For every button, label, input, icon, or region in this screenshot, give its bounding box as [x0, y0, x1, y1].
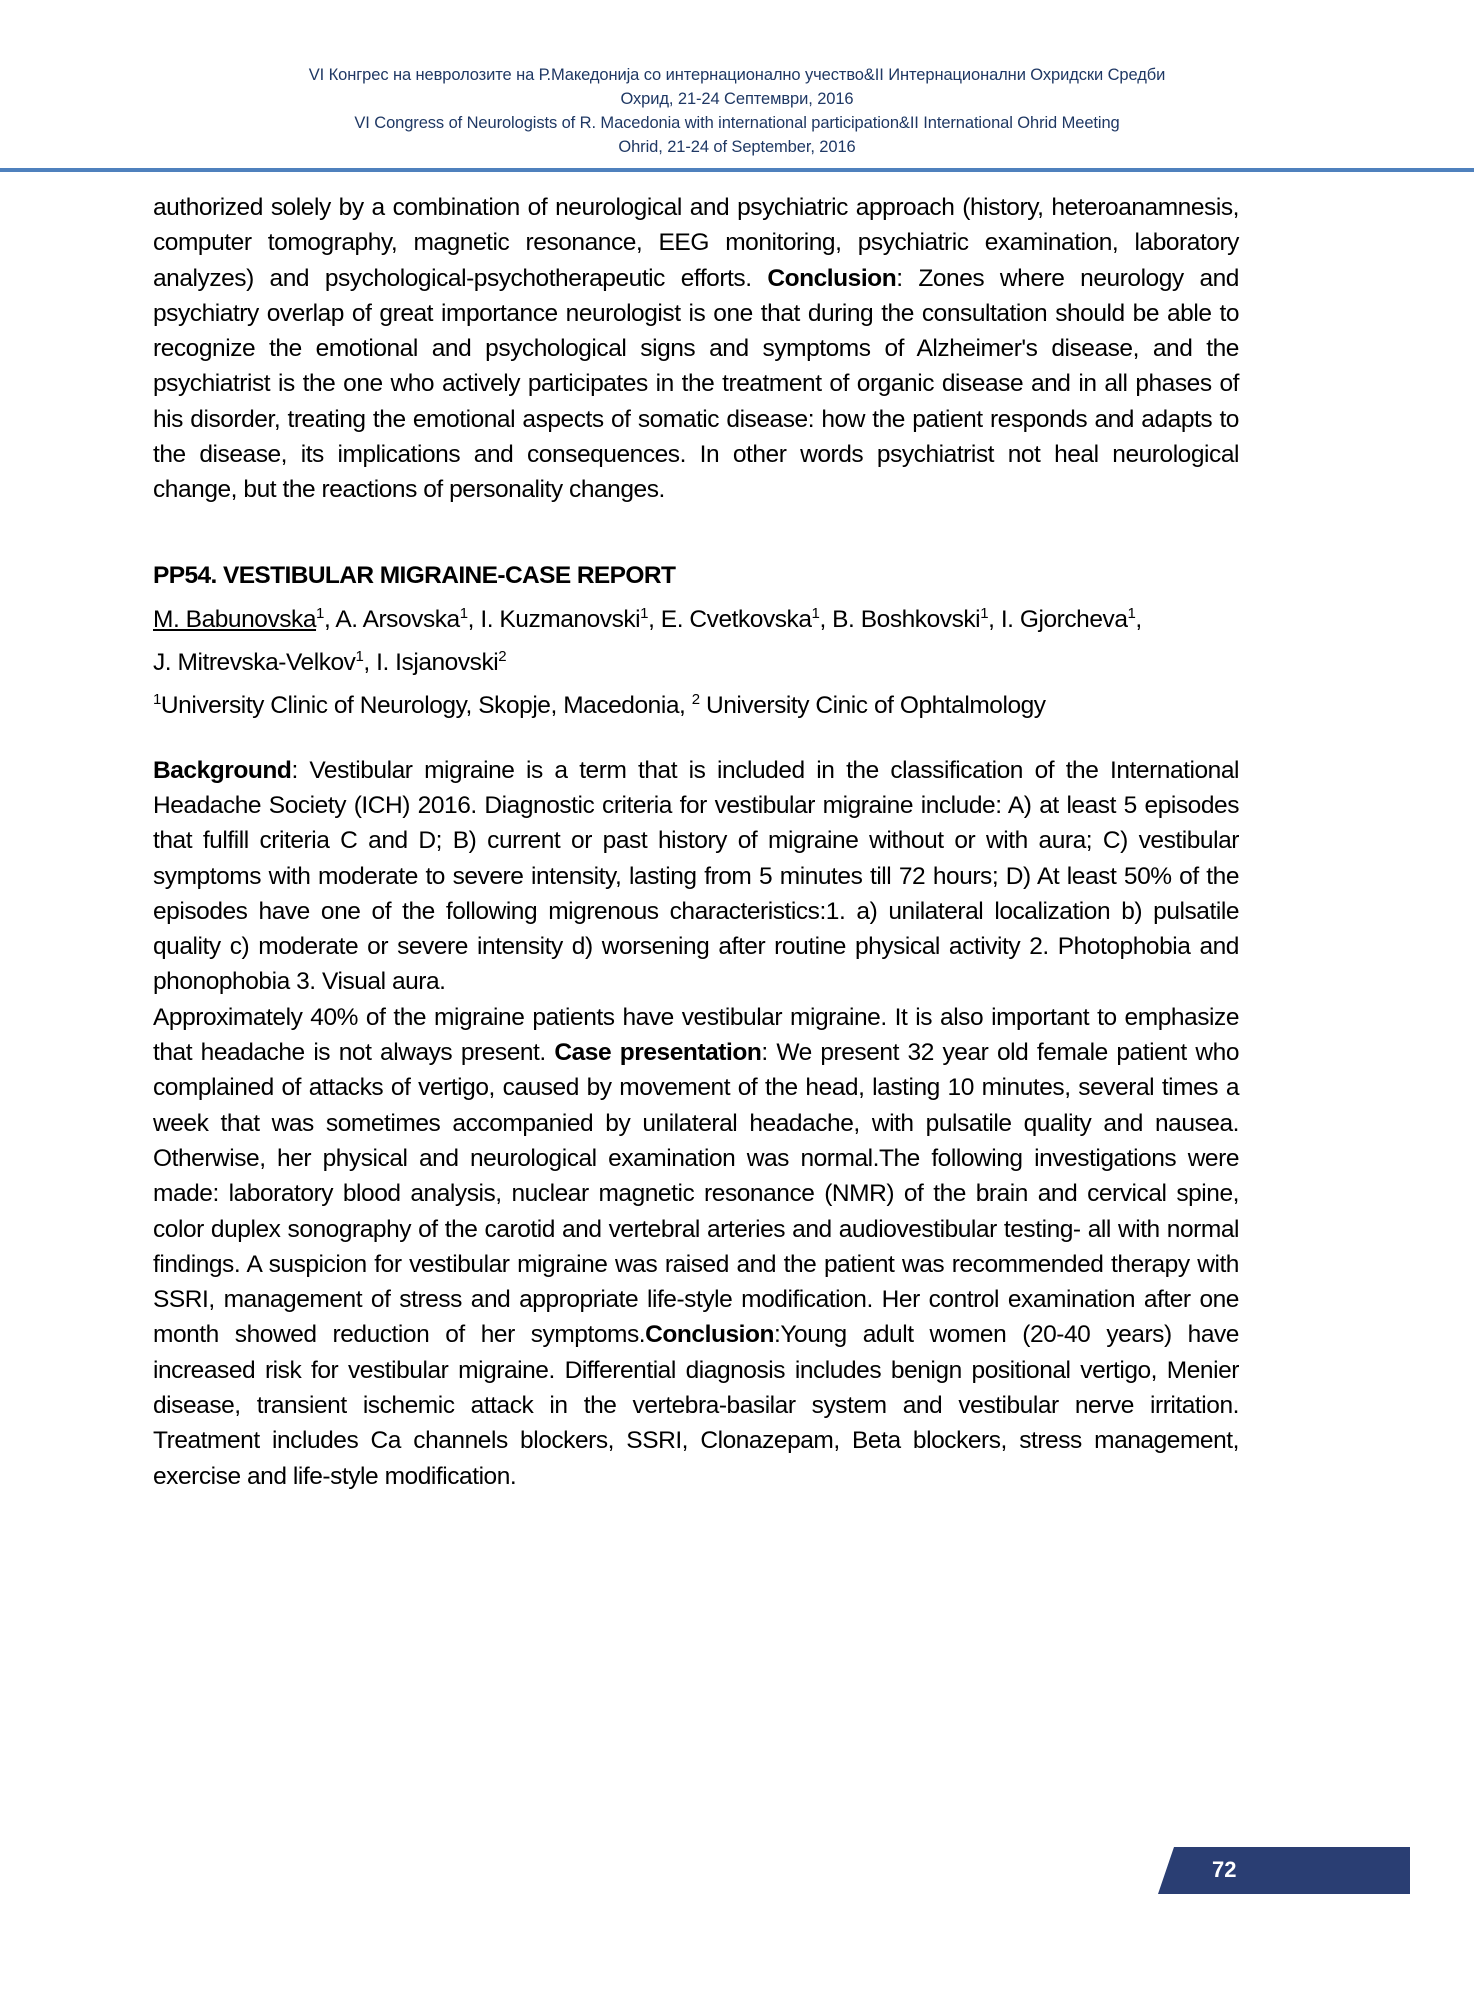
conclusion-text: :Young adult women (20-40 years) have increased risk for vestibular migraine. Differential diagnosis includes benign positional vertigo, Menier disease, transient ischemic attack in the vertebra-basilar system and vestibular nerve irritation. Treatment includes Ca channels blockers, SSRI, Clonazepam, Beta blockers, stress management, exercise and life-style modification.: [153, 1321, 1239, 1490]
previous-conclusion-label: Conclusion: [767, 264, 897, 292]
affiliation-2: University Cinic of Ophtalmology: [699, 691, 1046, 719]
conclusion-label: Conclusion: [645, 1321, 775, 1349]
affiliation-1: University Clinic of Neurology, Skopje, Macedonia,: [160, 691, 692, 719]
header-divider: [0, 168, 1474, 172]
author-name: I. Kuzmanovski: [480, 605, 641, 633]
background-label: Background: [153, 756, 292, 784]
author-affiliation-mark: 1: [980, 604, 989, 622]
affiliation-mark: 1: [153, 690, 161, 708]
author-affiliation-mark: 1: [355, 647, 364, 665]
author-name: A. Arsovska: [335, 605, 460, 633]
author-separator: ,: [648, 605, 661, 633]
author-name: J. Mitrevska-Velkov: [153, 648, 356, 676]
author-affiliation-mark: 1: [811, 604, 820, 622]
author-affiliation-mark: 1: [640, 604, 649, 622]
page-body: [153, 190, 1239, 1494]
abstract-title: PP54. VESTIBULAR MIGRAINE-CASE REPORT: [153, 561, 676, 589]
previous-conclusion-text: : Zones where neurology and psychiatry overlap of great importance neurologist is one that during the consultation should be able to recognize the emotional and psychological signs and symptoms of Alzheimer's disease, and the psychiatrist is the one who actively participates in the treatment of organic disease and in all phases of his disorder, treating the emotional aspects of somatic disease: how the patient responds and adapts to the disease, its implications and consequences. In other words psychiatrist not heal neurological change, but the reactions of personality changes.: [153, 264, 1239, 504]
affiliation-mark: 2: [691, 690, 700, 708]
author-separator: ,: [363, 648, 377, 676]
previous-abstract-text: authorized solely by a combination of neurological and psychiatric approach (history, heteroanamnesis, computer tomography, magnetic resonance, EEG monitoring, psychiatric examination, laboratory analyzes) and psychological-psychotherapeutic efforts.: [153, 194, 1239, 292]
author-affiliation-mark: 1: [1127, 604, 1136, 622]
author-name: E. Cvetkovska: [660, 605, 812, 633]
author-separator: ,: [819, 605, 833, 633]
author-name: B. Boshkovski: [832, 605, 981, 633]
running-header: [0, 63, 1474, 159]
header-date-english: Ohrid, 21-24 of September, 2016: [618, 138, 856, 156]
header-date-macedonian: Охрид, 21-24 Септември, 2016: [620, 90, 854, 108]
affiliations: [153, 684, 1239, 727]
author-name: I. Gjorcheva: [1000, 605, 1128, 633]
case-paragraph: [153, 1000, 1239, 1494]
previous-abstract-tail: [153, 190, 1239, 508]
author-name: I. Isjanovski: [376, 648, 499, 676]
section-spacer: [153, 727, 1239, 753]
background-paragraph: [153, 753, 1239, 1000]
header-title-english: VI Congress of Neurologists of R. Macedonia with international participation&II International Ohrid Meeting: [354, 114, 1120, 132]
case-presentation-label: Case presentation: [554, 1039, 762, 1067]
page-number: 72: [1212, 1857, 1237, 1882]
author-separator: ,: [1135, 605, 1142, 633]
author-separator: ,: [467, 605, 481, 633]
author-name: M. Babunovska: [153, 605, 317, 633]
background-text: : Vestibular migraine is a term that is included in the classification of the International Headache Society (ICH) 2016. Diagnostic criteria for vestibular migraine include: A) at least 5 episodes that fulfill criteria C and D; B) current or past history of migraine without or with aura; C) vestibular symptoms with moderate to severe intensity, lasting from 5 minutes till 72 hours; D) At least 50% of the episodes have one of the following migrenous characteristics:1. a) unilateral localization b) pulsatile quality c) moderate or severe intensity d) worsening after routine physical activity 2. Photophobia and phonophobia 3. Visual aura.: [153, 756, 1239, 996]
prevalence-text: Approximately 40% of the migraine patients have vestibular migraine. It is also important to emphasize that headache is not always present.: [153, 1003, 1239, 1067]
author-list: [153, 598, 1239, 684]
page-number-badge: [1158, 1847, 1410, 1894]
header-title-macedonian: VI Конгрес на невролозите на Р.Македонија со интернационално учество&II Интернационални Охридски Средби: [308, 66, 1166, 84]
author-separator: ,: [323, 605, 336, 633]
author-affiliation-mark: 2: [498, 647, 507, 665]
author-separator: ,: [988, 605, 1001, 633]
author-affiliation-mark: 1: [316, 604, 324, 622]
case-presentation-text: : We present 32 year old female patient who complained of attacks of vertigo, caused by movement of the head, lasting 10 minutes, several times a week that was sometimes accompanied by unilateral headache, with pulsatile quality and nausea. Otherwise, her physical and neurological examination was normal.The following investigations were made: laboratory blood analysis, nuclear magnetic resonance (NMR) of the brain and cervical spine, color duplex sonography of the carotid and vertebral arteries and audiovestibular testing- all with normal findings. A suspicion for vestibular migraine was raised and the patient was recommended therapy with SSRI, management of stress and appropriate life-style modification. Her control examination after one month showed reduction of her symptoms.: [153, 1039, 1239, 1349]
author-affiliation-mark: 1: [459, 604, 468, 622]
